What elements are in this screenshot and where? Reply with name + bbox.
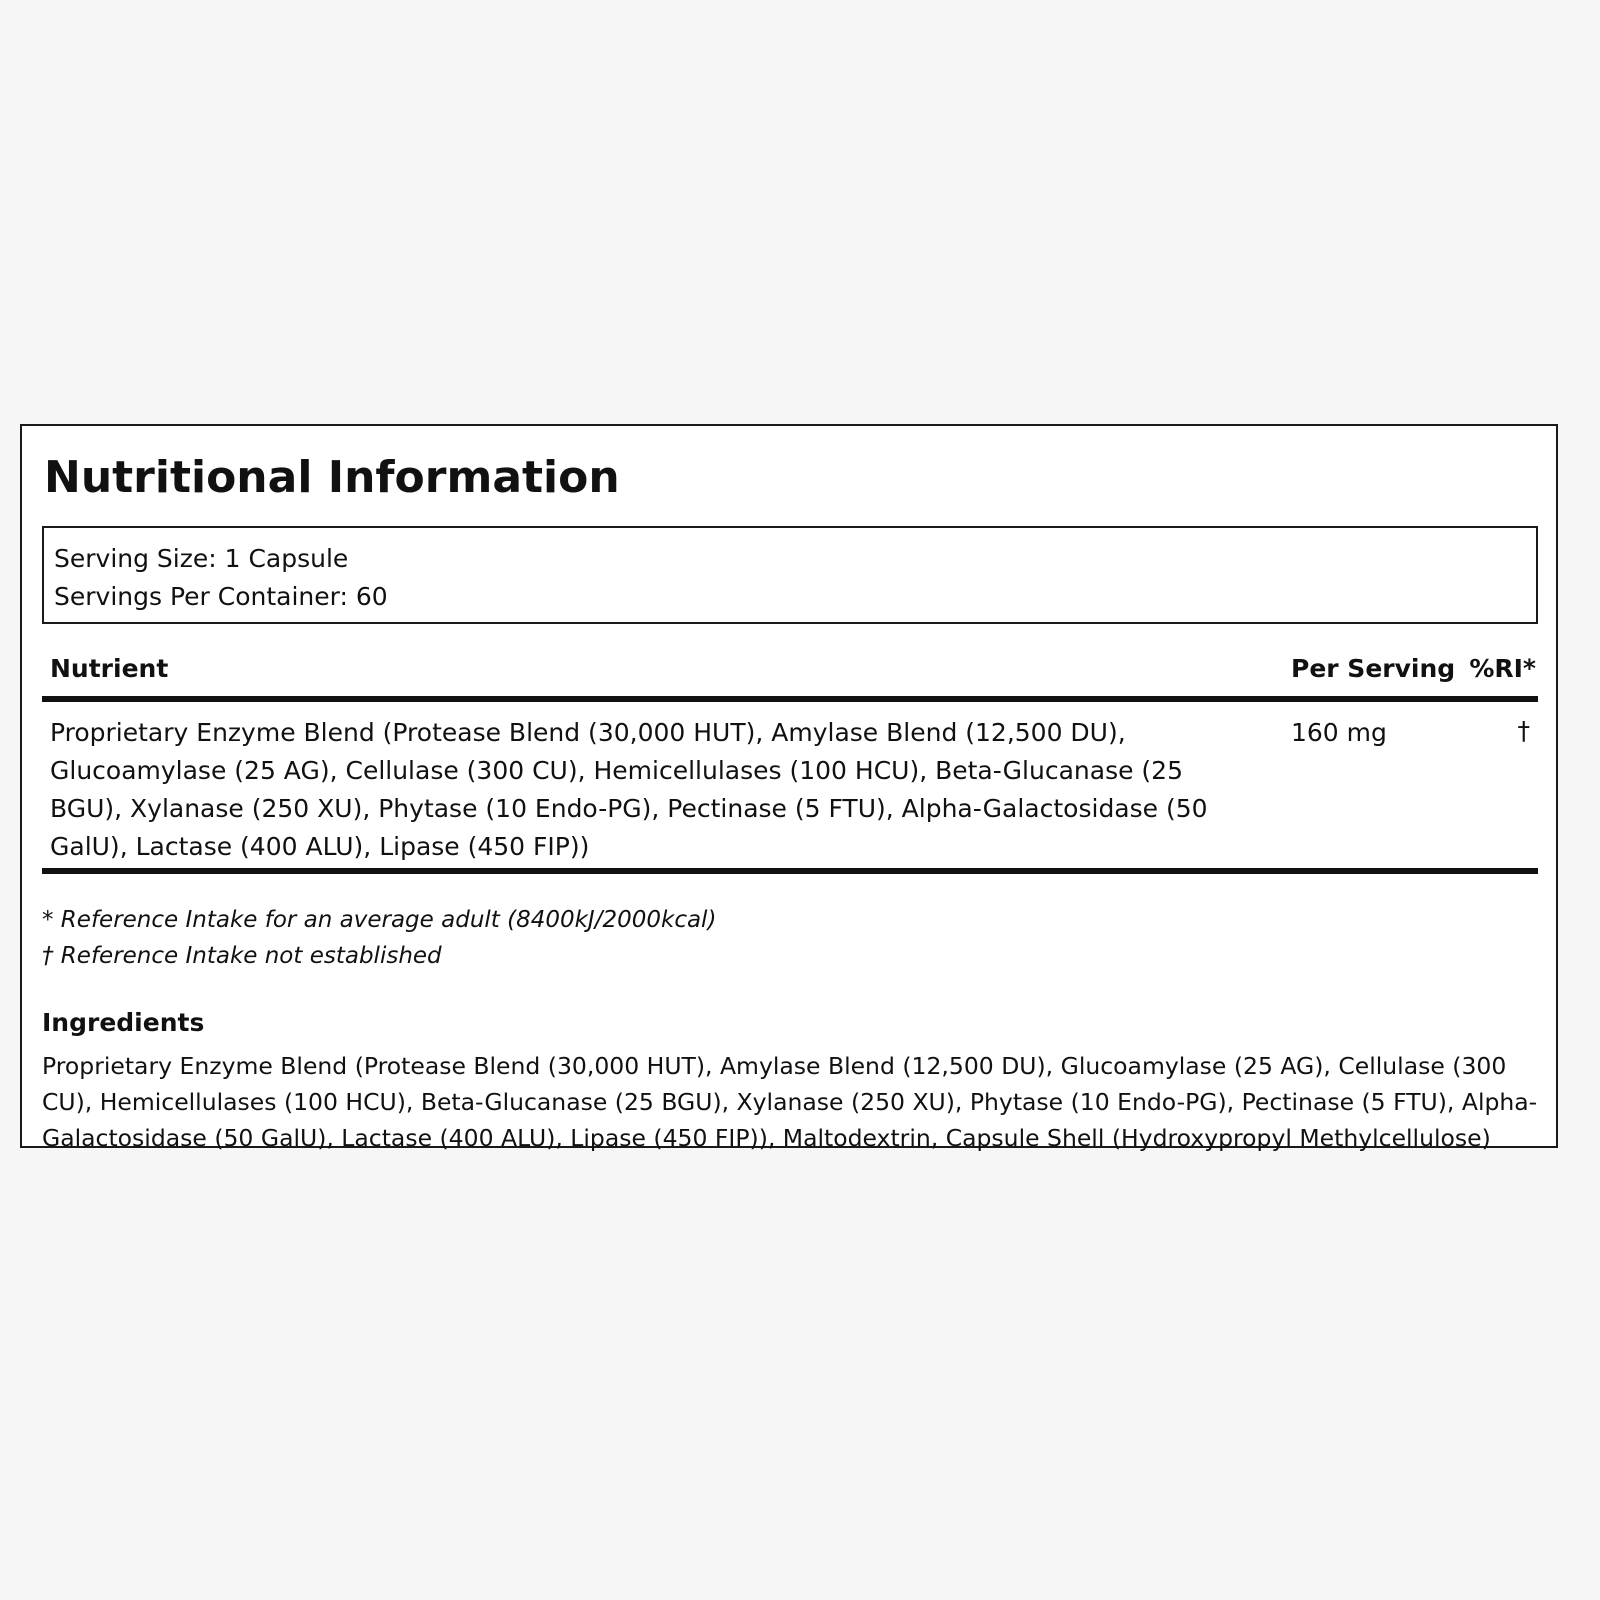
footnote-reference-intake: * Reference Intake for an average adult (8400kJ/2000kcal) [42, 907, 717, 933]
serving-size: Serving Size: 1 Capsule [54, 544, 349, 573]
row-nutrient: Proprietary Enzyme Blend (Protease Blend (30,000 HUT), Amylase Blend (12,500 DU), Glucoamylase (25 AG), Cellulase (300 CU), Hemicellulases (100 HCU), Beta-Glucanase (25 BGU), Xylanase (250 XU), Phytase (10 Endo-PG), Pectinase (5 FTU), Alpha-Galactosidase (50 GalU), Lactase (400 ALU), Lipase (450 FIP)) [50, 718, 1208, 861]
header-ri: %RI* [1469, 654, 1536, 683]
row-ri: † [1517, 716, 1530, 745]
ingredients-text: Proprietary Enzyme Blend (Protease Blend (30,000 HUT), Amylase Blend (12,500 DU), Glucoamylase (25 AG), Cellulase (300 CU), Hemicellulases (100 HCU), Beta-Glucanase (25 BGU), Xylanase (250 XU), Phytase (10 Endo-PG), Pectinase (5 FTU), Alpha-Galactosidase (50 GalU), Lactase (400 ALU), Lipase (450 FIP)), Maltodextrin, Capsule Shell (Hydroxypropyl Methylcellulose) [42, 1052, 1538, 1152]
servings-per-container: Servings Per Container: 60 [54, 582, 388, 611]
nutrient-table-header [42, 648, 1538, 702]
page-title: Nutritional Information [44, 452, 620, 503]
footnote-not-established: † Reference Intake not established [42, 943, 442, 969]
table-row [42, 702, 1538, 874]
serving-info-box [42, 526, 1538, 624]
footnotes [42, 902, 716, 974]
header-per-serving: Per Serving [1291, 654, 1456, 683]
row-per-serving: 160 mg [1291, 718, 1387, 747]
nutrition-panel [20, 424, 1558, 1152]
header-nutrient: Nutrient [50, 654, 169, 683]
ingredients-title: Ingredients [42, 1008, 205, 1037]
